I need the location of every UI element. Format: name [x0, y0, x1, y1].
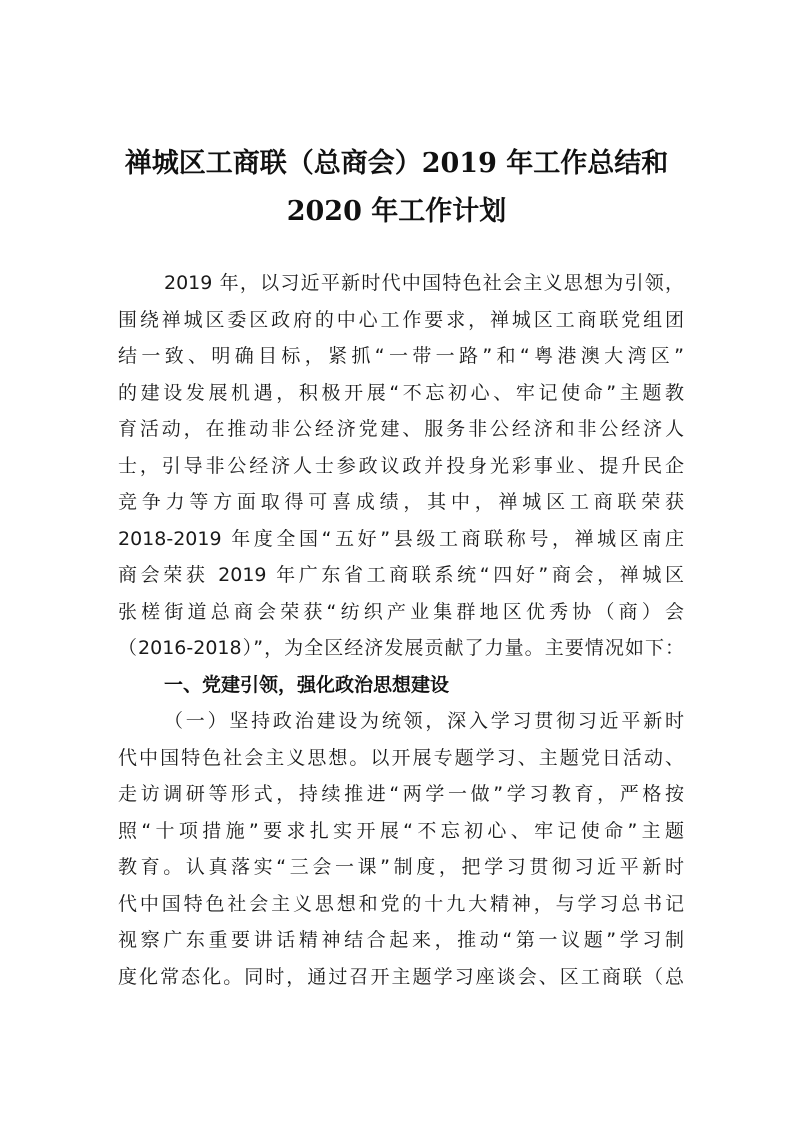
section-paragraph [118, 703, 684, 995]
section-heading: 一、党建引领，强化政治思想建设 [164, 673, 450, 696]
document-body [118, 265, 684, 995]
intro-paragraph [118, 265, 684, 667]
paragraph-line: 结一致、明确目标，紧抓“一带一路”和“粤港澳大湾区” [118, 345, 684, 367]
paragraph-line: 商会荣获 2019 年广东省工商联系统“四好”商会，禅城区 [118, 564, 684, 586]
paragraph-line: 照“十项措施”要求扎实开展“不忘初心、牢记使命”主题 [118, 819, 684, 842]
paragraph-line: 教育。认真落实“三会一课”制度，把学习贯彻习近平新时 [118, 856, 684, 878]
paragraph-line: （一）坚持政治建设为统领，深入学习贯彻习近平新时 [164, 710, 684, 732]
paragraph-line: 的建设发展机遇，积极开展“不忘初心、牢记使命”主题教 [118, 381, 684, 404]
paragraph-line: （2016-2018）”，为全区经济发展贡献了力量。主要情况如下： [118, 637, 684, 659]
document-title [100, 140, 693, 236]
paragraph-line: 度化常态化。同时，通过召开主题学习座谈会、区工商联（总 [118, 965, 684, 988]
paragraph-line: 走访调研等形式，持续推进“两学一做”学习教育，严格按 [118, 783, 684, 805]
paragraph-line: 2018-2019 年度全国“五好”县级工商联称号，禅城区南庄 [118, 527, 684, 550]
paragraph-line: 代中国特色社会主义思想。以开展专题学习、主题党日活动、 [118, 746, 684, 769]
paragraph-line: 2019 年，以习近平新时代中国特色社会主义思想为引领， [164, 272, 684, 294]
paragraph-line: 士，引导非公经济人士参政议政并投身光彩事业、提升民企 [118, 454, 684, 477]
paragraph-line: 育活动，在推动非公经济党建、服务非公经济和非公经济人 [118, 418, 684, 440]
paragraph-line: 围绕禅城区委区政府的中心工作要求，禅城区工商联党组团 [118, 308, 684, 331]
paragraph-line: 视察广东重要讲话精神结合起来，推动“第一议题”学习制 [118, 929, 684, 951]
title-line-2: 2020 年工作计划 [286, 196, 507, 227]
title-line-1: 禅城区工商联（总商会）2019 年工作总结和 [124, 148, 669, 179]
paragraph-line: 竞争力等方面取得可喜成绩，其中，禅城区工商联荣获 [118, 491, 684, 513]
paragraph-line: 代中国特色社会主义思想和党的十九大精神，与学习总书记 [118, 892, 684, 915]
paragraph-line: 张槎街道总商会荣获“纺织产业集群地区优秀协（商）会 [118, 600, 684, 623]
